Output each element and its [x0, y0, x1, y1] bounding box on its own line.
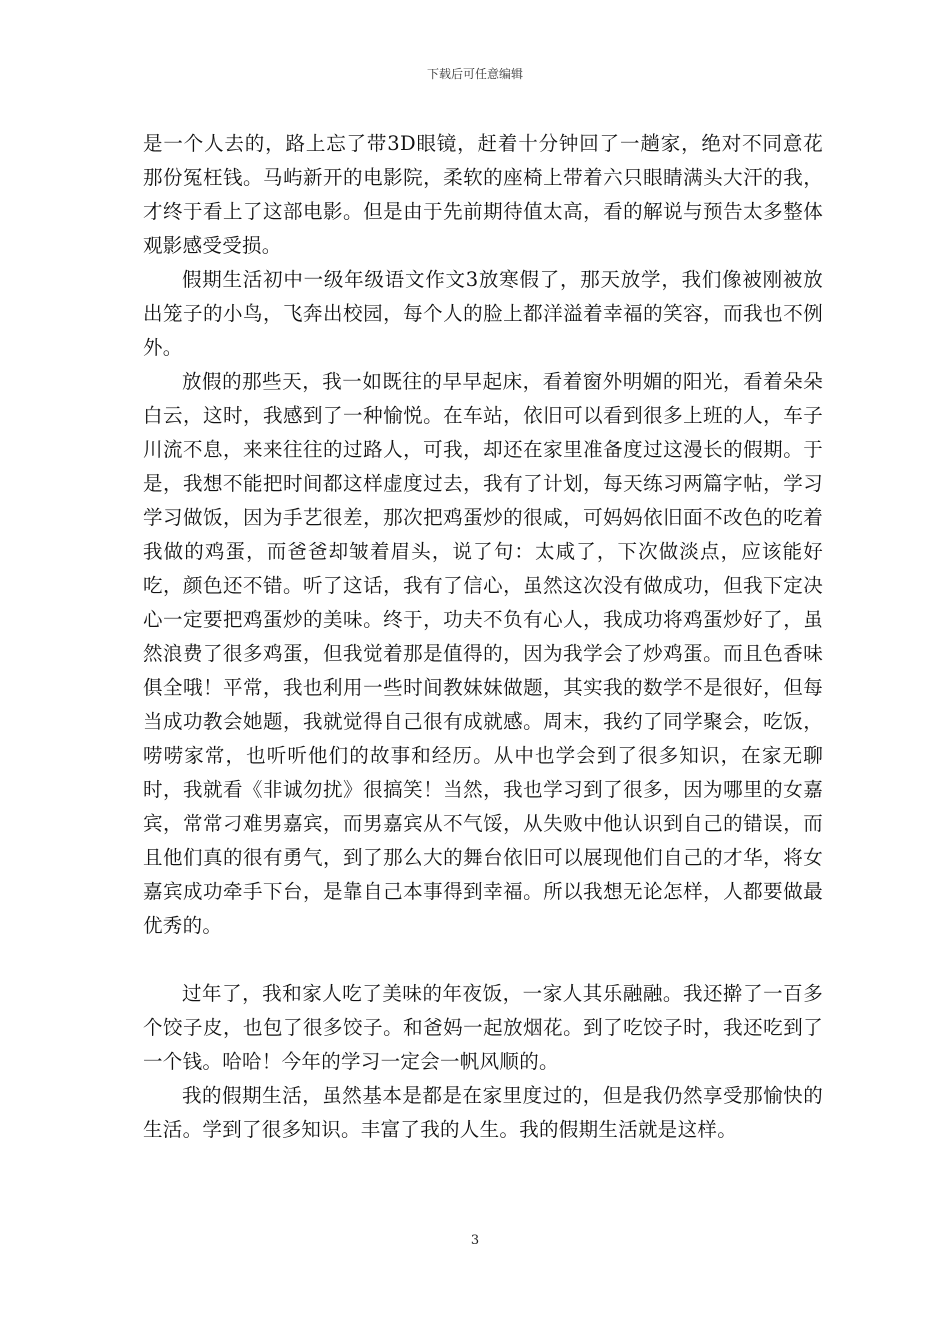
paragraph-movie-continuation: 是一个人去的，路上忘了带3D眼镜，赶着十分钟回了一趟家，绝对不同意花那份冤枉钱。马屿新开的电影院，柔软的座椅上带着六只眼睛满头大汗的我，才终于看上了这部电影。但是由于先前期待值太高，看的解说与预告太多整体观影感受受损。	[143, 132, 823, 257]
paragraph-winter-break-start: 假期生活初中一级年级语文作文3放寒假了，那天放学，我们像被刚被放出笼子的小鸟，飞奔出校园，每个人的脸上都洋溢着幸福的笑容，而我也不例外。	[143, 268, 823, 359]
paragraph-holiday-days: 放假的那些天，我一如既往的早早起床，看着窗外明媚的阳光，看着朵朵白云，这时，我感到了一种愉悦。在车站，依旧可以看到很多上班的人，车子川流不息，来来往往的过路人，可我，却还在家里准备度过这漫长的假期。于是，我想不能把时间都这样虚度过去，我有了计划，每天练习两篇字帖，学习学习做饭，因为手艺很差，那次把鸡蛋炒的很咸，可妈妈依旧面不改色的吃着我做的鸡蛋，而爸爸却皱着眉头，说了句：太咸了，下次做淡点，应该能好吃，颜色还不错。听了这话，我有了信心，虽然这次没有做成功，但我下定决心一定要把鸡蛋炒的美味。终于，功夫不负有心人，我成功将鸡蛋炒好了，虽然浪费了很多鸡蛋，但我觉着那是值得的，因为我学会了炒鸡蛋。而且色香味俱全哦！平常，我也利用一些时间教妹妹做题，其实我的数学不是很好，但每当成功教会她题，我就觉得自己很有成就感。周末，我约了同学聚会，吃饭，唠唠家常，也听听他们的故事和经历。从中也学会到了很多知识，在家无聊时，我就看《非诚勿扰》很搞笑！当然，我也学习到了很多，因为哪里的女嘉宾，常常刁难男嘉宾，而男嘉宾从不气馁，从失败中他认识到自己的错误，而且他们真的很有勇气，到了那么大的舞台依旧可以展现他们自己的才华，将女嘉宾成功牵手下台，是靠自己本事得到幸福。所以我想无论怎样，人都要做最优秀的。	[143, 370, 823, 937]
document-body	[143, 127, 823, 1147]
page-number: 3	[470, 1233, 480, 1248]
header-note: 下载后可任意编辑	[426, 67, 523, 81]
paragraph-conclusion: 我的假期生活，虽然基本是都是在家里度过的，但是我仍然享受那愉快的生活。学到了很多知识。丰富了我的人生。我的假期生活就是这样。	[143, 1084, 823, 1141]
paragraph-new-year: 过年了，我和家人吃了美味的年夜饭，一家人其乐融融。我还擀了一百多个饺子皮，也包了很多饺子。和爸妈一起放烟花。到了吃饺子时，我还吃到了一个钱。哈哈！今年的学习一定会一帆风顺的。	[143, 982, 823, 1073]
